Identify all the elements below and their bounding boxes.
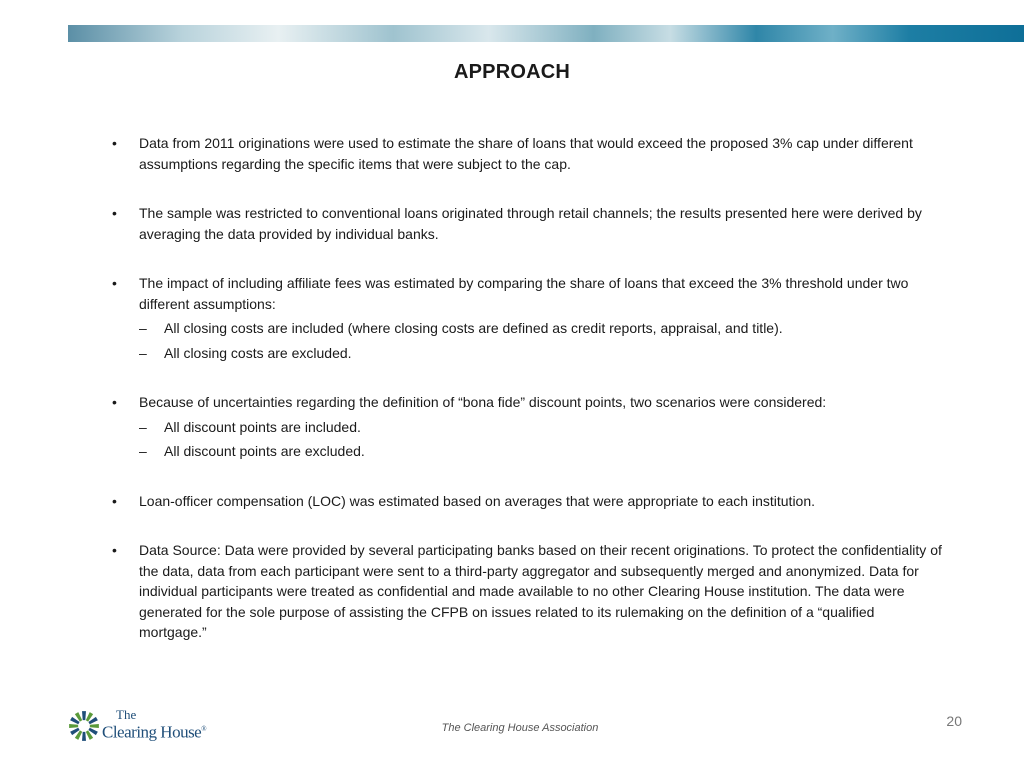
registered-mark: ® — [201, 725, 207, 733]
sub-bullet-item — [112, 441, 942, 462]
logo-name-text: Clearing House — [102, 722, 202, 742]
bullet-text: Data from 2011 originations were used to estimate the share of loans that would exceed the proposed 3% cap under different assumptions regarding the specific items that were subject to the cap. — [139, 135, 913, 172]
sub-bullet-text: All discount points are included. — [164, 418, 361, 435]
sub-bullet-text: All closing costs are included (where closing costs are defined as credit reports, appraisal, and title). — [164, 320, 783, 336]
sub-bullet-item — [112, 417, 942, 438]
header-banner — [68, 25, 1024, 42]
bullet-text: Data Source: Data were provided by several participating banks based on their recent originations. To protect the confidentiality of the data, data from each participant were sent to a third-party aggregator and subsequently merged and anonymized. Data for individual participants were treated as confidential and made available to no other Clearing House institution. The data were generated for the sole purpose of assisting the CFPB on issues related to its rulemaking on the definition of a “qualified mortgage.” — [139, 542, 942, 640]
slide-title: APPROACH — [453, 61, 571, 83]
bullet-text: Loan-officer compensation (LOC) was estimated based on averages that were appropriate to each institution. — [139, 492, 816, 509]
bullet-item — [112, 133, 942, 174]
logo-ray — [82, 711, 86, 720]
bullet-text: The impact of including affiliate fees was estimated by comparing the share of loans that exceed the 3% threshold under two different assumptions: — [139, 275, 909, 312]
page-number: 20 — [946, 713, 962, 729]
logo-line-the: The — [116, 707, 137, 722]
bullet-item — [112, 203, 942, 244]
slide-content — [112, 133, 942, 643]
bullet-item — [112, 491, 942, 512]
bullet-text: Because of uncertainties regarding the definition of “bona fide” discount points, two scenarios were considered: — [139, 394, 827, 410]
bullet-item — [112, 392, 942, 413]
footer-association: The Clearing House Association — [441, 722, 599, 734]
bullet-item — [112, 540, 942, 643]
sub-bullet-text: All closing costs are excluded. — [164, 344, 352, 361]
sub-bullet-item — [112, 343, 942, 364]
sub-bullet-item — [112, 318, 942, 339]
bullet-item — [112, 273, 942, 314]
bullet-text: The sample was restricted to conventional loans originated through retail channels; the results presented here were derived by averaging the data provided by individual banks. — [139, 205, 922, 242]
sub-bullet-text: All discount points are excluded. — [164, 443, 365, 459]
